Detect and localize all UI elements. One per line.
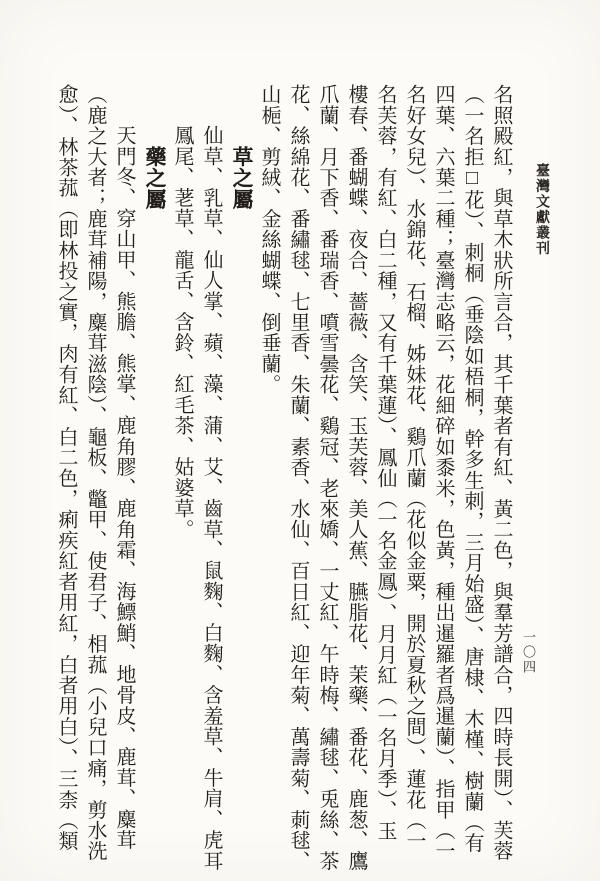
text-column-15: （鹿之大者；鹿茸補陽，麋茸滋陰）、龜板、鼈甲、使君子、相菰（小兒口痛，剪水洗 — [84, 84, 106, 862]
text-column-3: 四葉、六葉二種；臺灣志略云，花細碎如黍米，色黃，種出暹羅者爲暹蘭）、指甲（一 — [432, 84, 454, 862]
section-header-grass: 草之屬 — [229, 146, 251, 210]
text-column-6: 樓春、番蝴蝶、夜合、薔薇、含笑、玉芙蓉、美人蕉、臙脂花、茉藥、番花、鹿葱、鷹 — [345, 84, 367, 872]
text-column-2: （一名拒□花）、刺桐（垂陰如梧桐，幹多生刺，三月始盛）、唐棣、木槿、樹蘭（有 — [461, 84, 483, 854]
text-column-9: 山梔、剪絨、金絲蝴蝶、倒垂蘭。 — [258, 84, 280, 395]
text-column-1: 名照殿紅，與草木狀所言合，其千葉者有紅、黃二色，與羣芳譜合，四時長開）、芙蓉 — [490, 84, 512, 862]
text-column-7: 爪蘭、月下香、番瑞香、噴雪曇花、鷄冠、老來嬌、一丈紅、午時梅、繡毬、兎絲、茶 — [316, 84, 338, 872]
text-column-16: 愈）、林茶菰（即林投之實，肉有紅、白二色，痢疾紅者用紅，白者用白）、三柰（類 — [55, 84, 77, 852]
section-header-medicine: 藥之屬 — [142, 146, 164, 210]
text-column-12: 鳳尾、荖草、龍舌、含鈴、紅毛茶、姑婆草。 — [171, 125, 193, 540]
text-column-14: 天門冬、穿山甲、熊膽、熊掌、鹿角膠、鹿角霜、海鰾鮹、地骨皮、鹿茸、麋茸 — [113, 125, 135, 851]
page-number: 一〇四 — [521, 630, 536, 675]
main-text-block — [51, 84, 515, 873]
text-column-5: 名芙蓉，有紅、白二種，又有千葉蓮）、鳳仙（一名金鳳）、月月紅（一名月季）、玉 — [374, 84, 396, 842]
text-column-8: 花、絲綿花、番繡毬、七里香、朱蘭、素香、水仙、百日紅、迎年菊、萬壽菊、莿毬、 — [287, 84, 309, 872]
text-column-4: 名好女兒）、水錦花、石榴、姊妹花、鷄爪蘭（花似金粟，開於夏秋之間）、蓮花（一 — [403, 84, 425, 852]
text-column-11: 仙草、乳草、仙人掌、蘋、藻、蒲、艾、齒草、鼠麴、白麴、含羞草、牛肩、虎耳 — [200, 125, 222, 871]
running-header-series-title: 臺灣文獻叢刊 — [534, 163, 549, 256]
